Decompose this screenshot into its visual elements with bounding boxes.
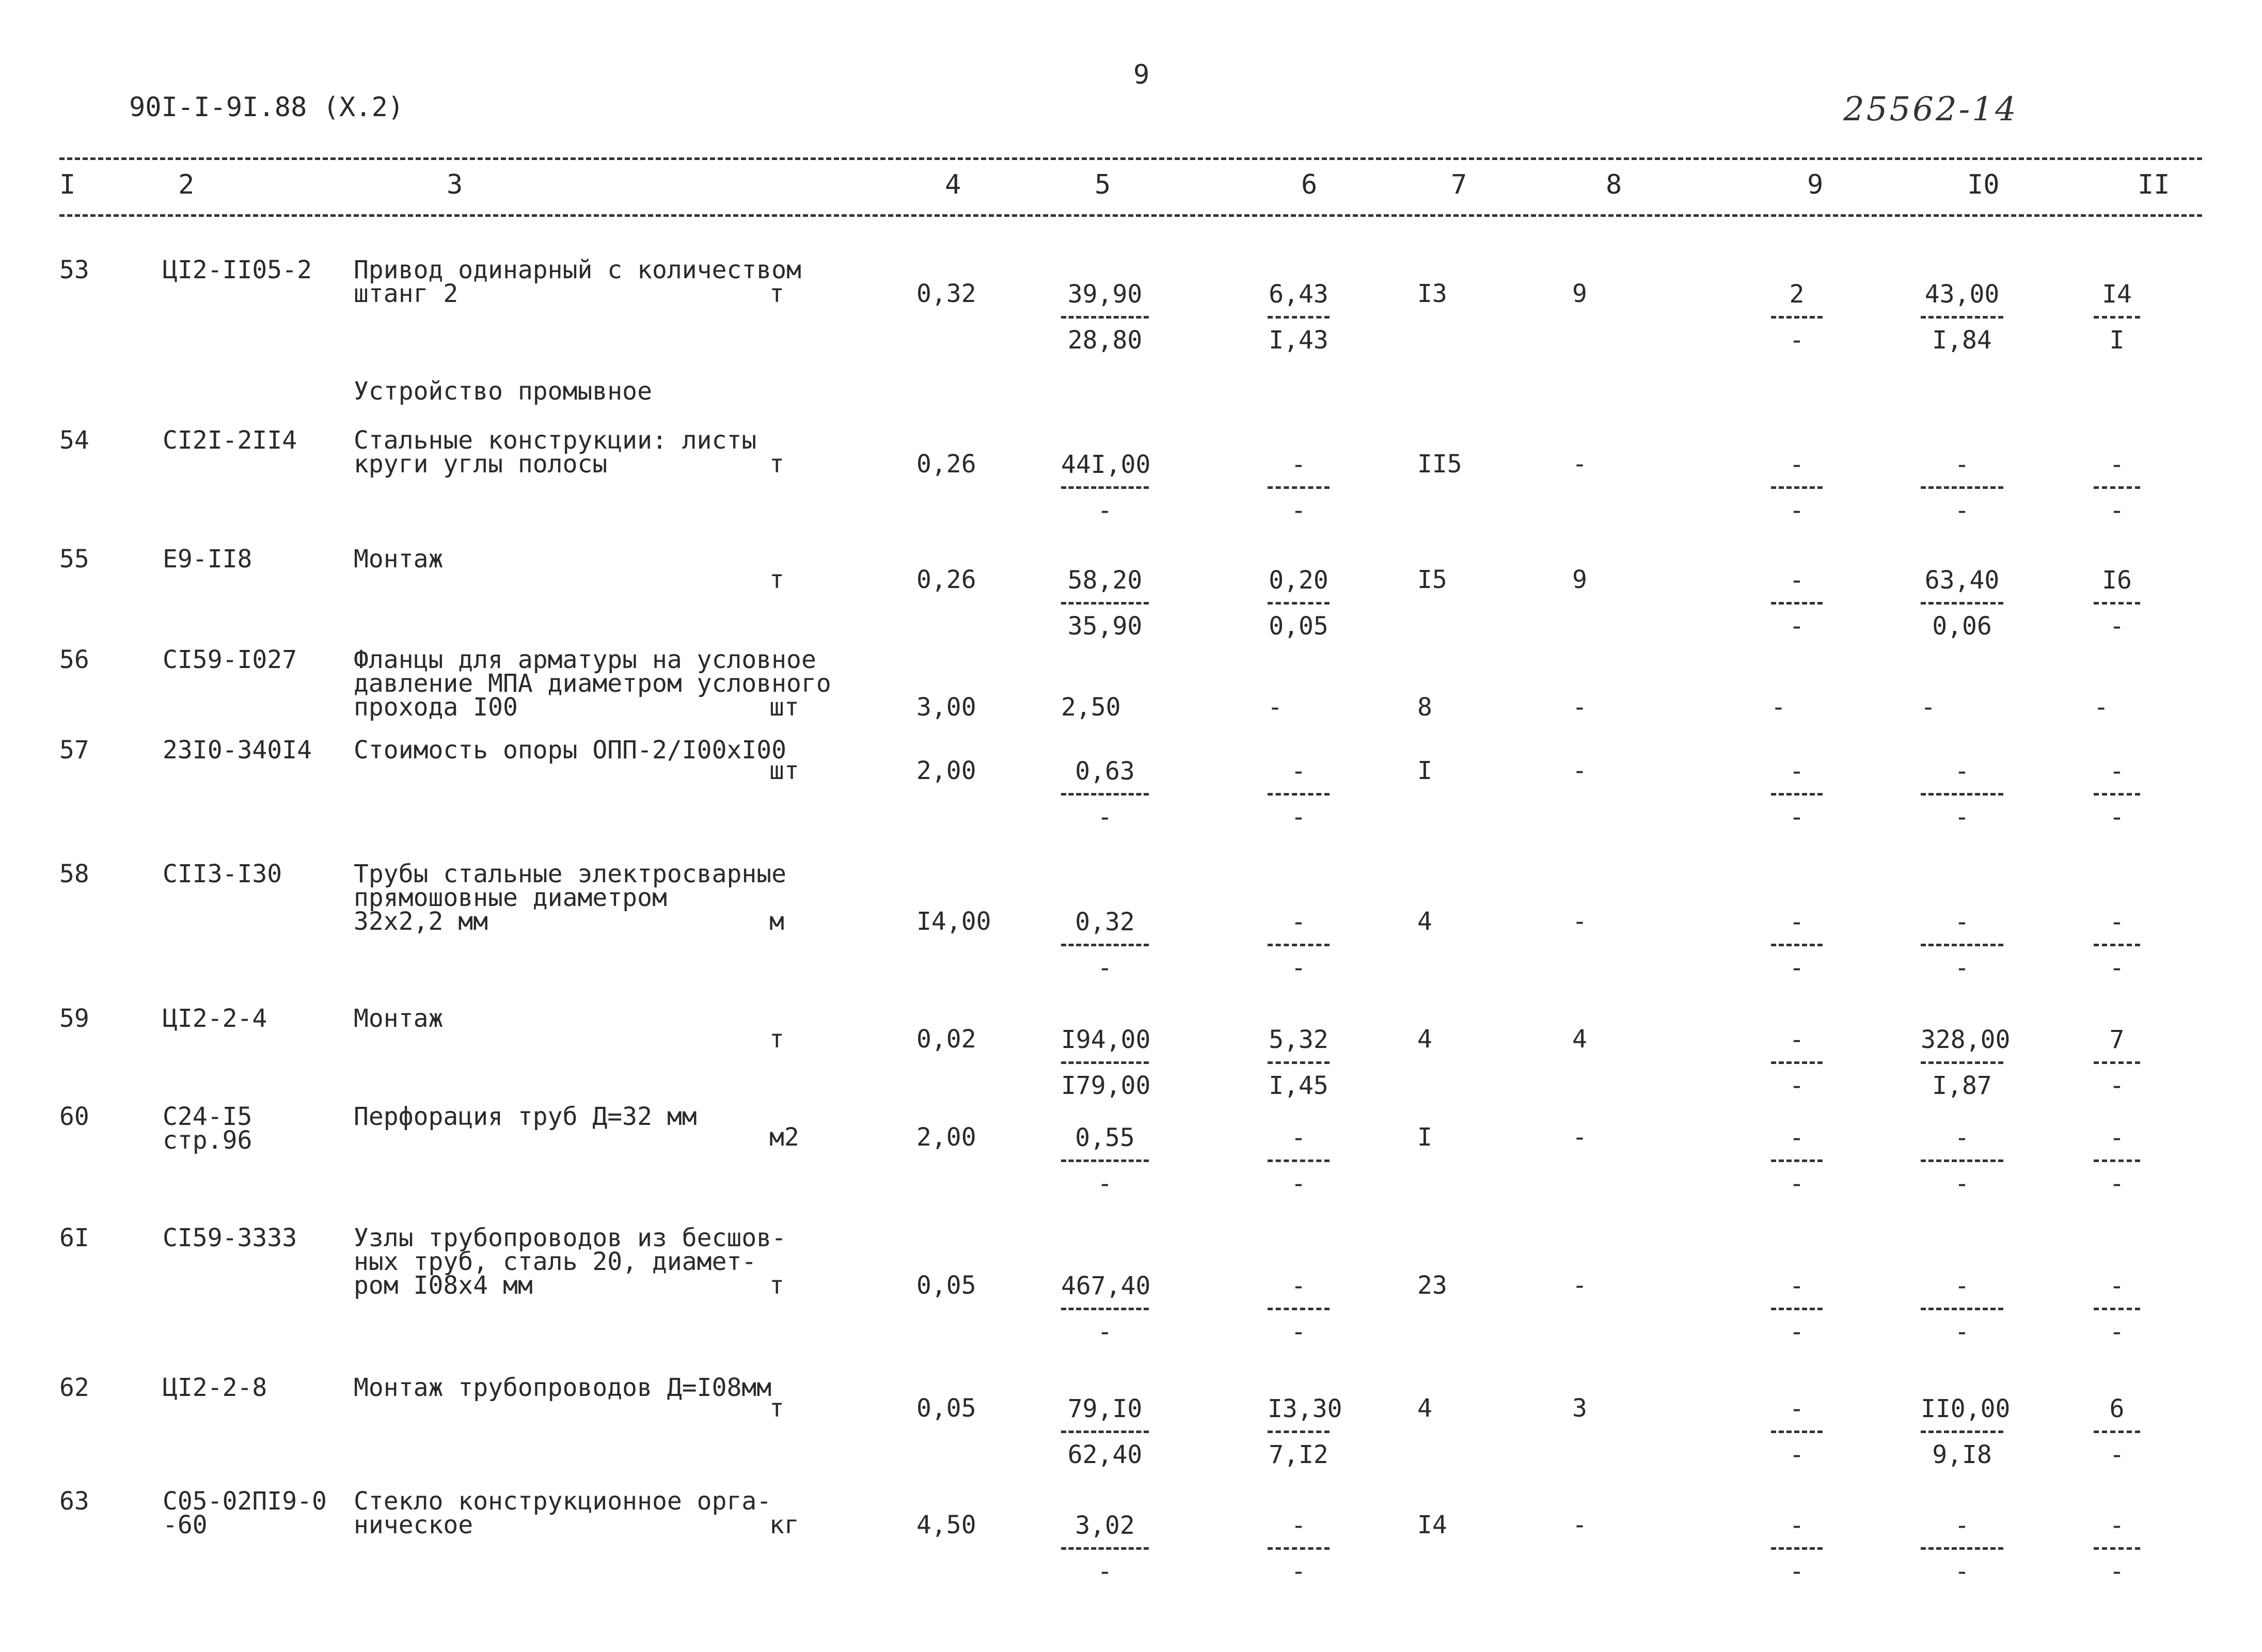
row-quantity: 0,05 <box>916 1271 976 1300</box>
col-5-subvalue: - <box>1097 954 1113 982</box>
col-9-value: - <box>1789 1394 1805 1423</box>
fraction-bar <box>2094 486 2140 489</box>
col-9-value: - <box>1771 693 1786 722</box>
col-7-value: 8 <box>1417 693 1432 722</box>
col-5-fraction <box>1061 568 1149 639</box>
col-8-value: - <box>1572 1511 1587 1539</box>
col-11-fraction <box>2094 759 2140 830</box>
col-5-subvalue: - <box>1097 1317 1113 1346</box>
col-11-value: - <box>2109 450 2125 479</box>
col-10-fraction <box>1921 759 2003 830</box>
fraction-bar <box>1921 602 2003 605</box>
col-6-value: - <box>1268 693 1283 722</box>
row-quantity: 3,00 <box>916 693 976 722</box>
col-10-fraction <box>1921 1274 2003 1344</box>
col-5-fraction <box>1061 452 1149 523</box>
col-6-subvalue: I,45 <box>1269 1071 1328 1100</box>
col-8-value: - <box>1572 1271 1587 1300</box>
column-header-4: 4 <box>945 169 961 200</box>
col-6-subvalue: 7,I2 <box>1269 1440 1328 1469</box>
row-description: Узлы трубопроводов из бесшов- ных труб, сталь 20, диамет- ром I08х4 мм <box>354 1224 787 1300</box>
col-10-subvalue: I,84 <box>1932 326 1992 355</box>
col-9-value: - <box>1789 1025 1805 1054</box>
col-6-value: - <box>1291 757 1306 786</box>
col-9-fraction <box>1771 282 1823 353</box>
col-10-subvalue: - <box>1954 496 1970 525</box>
col-11-subvalue: - <box>2109 1317 2125 1346</box>
fraction-bar <box>1921 1061 2003 1064</box>
col-8-value: - <box>1572 1123 1587 1152</box>
sheet-number: 25562-14 <box>1843 90 2018 129</box>
col-7-value: I <box>1417 756 1432 785</box>
row-quantity: 2,00 <box>916 756 976 785</box>
col-6-value: 0,20 <box>1269 566 1328 595</box>
col-5-value: 58,20 <box>1067 566 1143 595</box>
fraction-bar <box>1268 1308 1330 1310</box>
row-number: 63 <box>59 1487 89 1516</box>
col-11-fraction <box>2094 1274 2140 1344</box>
col-6-subvalue: I,43 <box>1269 326 1328 355</box>
col-5-value: 44I,00 <box>1061 450 1151 479</box>
col-5-subvalue: 28,80 <box>1067 326 1143 355</box>
col-9-value: - <box>1789 566 1805 595</box>
column-header-8: 8 <box>1606 169 1622 200</box>
col-10-value: - <box>1954 1511 1970 1540</box>
row-number: 58 <box>59 860 89 888</box>
col-11-fraction <box>2094 910 2140 980</box>
col-11-subvalue: I <box>2109 326 2125 355</box>
col-11-subvalue: - <box>2109 1071 2125 1100</box>
col-11-value: - <box>2094 693 2109 722</box>
col-9-subvalue: - <box>1789 1317 1805 1346</box>
col-9-subvalue: - <box>1789 1169 1805 1198</box>
fraction-bar <box>1771 1547 1823 1550</box>
col-9-subvalue: - <box>1789 803 1805 832</box>
row-unit: т <box>769 1025 784 1054</box>
col-11-fraction <box>2094 1396 2140 1467</box>
col-10-subvalue: 9,I8 <box>1932 1440 1992 1469</box>
row-description: Монтаж трубопроводов Д=I08мм <box>354 1373 772 1402</box>
col-10-subvalue: 0,06 <box>1932 612 1992 641</box>
row-code: CI2I-2II4 <box>163 426 297 455</box>
fraction-bar <box>1921 944 2003 946</box>
row-description: Трубы стальные электросварные прямошовные диаметром 32х2,2 мм <box>354 860 787 936</box>
col-9-subvalue: - <box>1789 496 1805 525</box>
col-10-value: - <box>1954 757 1970 786</box>
col-10-subvalue: I,87 <box>1932 1071 1992 1100</box>
row-quantity: 0,26 <box>916 450 976 479</box>
col-10-subvalue: - <box>1954 1317 1970 1346</box>
col-10-fraction <box>1921 1394 2011 1469</box>
col-11-value: - <box>2109 1272 2125 1300</box>
col-10-fraction <box>1921 1125 2003 1196</box>
row-unit: т <box>769 279 784 308</box>
column-header-6: 6 <box>1301 169 1318 200</box>
col-7-value: 4 <box>1417 1394 1432 1423</box>
row-description: Фланцы для арматуры на условное давление МПА диаметром условного прохода I00 <box>354 645 831 722</box>
col-11-subvalue: - <box>2109 1557 2125 1586</box>
header-top-rule <box>59 157 2202 160</box>
fraction-bar <box>1921 486 2003 489</box>
fraction-bar <box>1268 1431 1330 1433</box>
col-9-value: - <box>1789 908 1805 936</box>
col-6-subvalue: - <box>1291 496 1306 525</box>
row-number: 62 <box>59 1373 89 1402</box>
column-header-9: 9 <box>1807 169 1824 200</box>
col-7-value: 4 <box>1417 907 1432 936</box>
col-5-value: 3,02 <box>1075 1511 1135 1540</box>
col-6-fraction <box>1268 1394 1342 1469</box>
row-quantity: I4,00 <box>916 907 991 936</box>
fraction-bar <box>1061 1159 1149 1162</box>
fraction-bar <box>1268 486 1330 489</box>
col-10-subvalue: - <box>1954 1557 1970 1586</box>
col-7-value: 23 <box>1417 1271 1447 1300</box>
column-header-2: 2 <box>178 169 195 200</box>
row-number: 57 <box>59 736 89 765</box>
col-10-value: 43,00 <box>1924 280 2000 309</box>
column-header-1: I <box>59 169 76 200</box>
row-number: 6I <box>59 1224 89 1252</box>
col-10-value: - <box>1954 1123 1970 1152</box>
col-6-fraction <box>1268 282 1330 353</box>
col-5-subvalue: 35,90 <box>1067 612 1143 641</box>
row-code: C05-02ПI9-0 -60 <box>163 1487 327 1539</box>
row-code: CII3-I30 <box>163 860 282 888</box>
col-9-subvalue: - <box>1789 954 1805 982</box>
col-10-subvalue: - <box>1954 1169 1970 1198</box>
column-header-10: I0 <box>1967 169 2000 200</box>
col-6-subvalue: - <box>1291 954 1306 982</box>
col-11-fraction <box>2094 1513 2140 1584</box>
fraction-bar <box>2094 944 2140 946</box>
col-11-subvalue: - <box>2109 803 2125 832</box>
col-10-value: - <box>1954 450 1970 479</box>
col-9-fraction <box>1771 1274 1823 1344</box>
column-header-5: 5 <box>1095 169 1111 200</box>
col-5-fraction <box>1061 1396 1149 1467</box>
col-10-fraction <box>1921 452 2003 523</box>
col-10-value: 63,40 <box>1924 566 2000 595</box>
section-heading: Устройство промывное <box>354 377 652 406</box>
fraction-bar <box>1771 793 1823 796</box>
col-8-value: - <box>1572 450 1587 479</box>
fraction-bar <box>1921 1547 2003 1550</box>
col-10-fraction <box>1921 282 2003 353</box>
col-6-fraction <box>1268 759 1330 830</box>
col-6-subvalue: - <box>1291 1557 1306 1586</box>
fraction-bar <box>2094 793 2140 796</box>
col-6-subvalue: 0,05 <box>1269 612 1328 641</box>
col-9-fraction <box>1771 452 1823 523</box>
col-11-subvalue: - <box>2109 496 2125 525</box>
col-10-fraction <box>1921 568 2003 639</box>
row-code: ЦI2-2-8 <box>163 1373 267 1402</box>
col-6-fraction <box>1268 1513 1330 1584</box>
row-unit: м <box>769 907 784 936</box>
fraction-bar <box>1061 1308 1149 1310</box>
col-6-value: - <box>1291 1272 1306 1300</box>
col-11-fraction <box>2094 282 2140 353</box>
col-5-fraction <box>1061 1513 1149 1584</box>
fraction-bar <box>1061 1547 1149 1550</box>
col-5-subvalue: - <box>1097 496 1113 525</box>
fraction-bar <box>1921 1431 2003 1433</box>
col-7-value: I5 <box>1417 565 1447 594</box>
col-9-fraction <box>1771 759 1823 830</box>
row-code: C24-I5 стр.96 <box>163 1102 252 1155</box>
fraction-bar <box>1061 793 1149 796</box>
row-unit: т <box>769 450 784 479</box>
fraction-bar <box>1268 602 1330 605</box>
col-9-subvalue: - <box>1789 326 1805 355</box>
row-code: ЦI2-II05-2 <box>163 256 312 284</box>
col-7-value: I4 <box>1417 1511 1447 1539</box>
header-bottom-rule <box>59 214 2202 217</box>
fraction-bar <box>1921 793 2003 796</box>
col-6-fraction <box>1268 1274 1330 1344</box>
fraction-bar <box>1771 944 1823 946</box>
column-header-7: 7 <box>1451 169 1467 200</box>
col-11-value: 6 <box>2109 1394 2125 1423</box>
col-9-subvalue: - <box>1789 1071 1805 1100</box>
col-10-value: - <box>1954 908 1970 936</box>
fraction-bar <box>2094 1547 2140 1550</box>
col-5-value: 2,50 <box>1061 693 1121 722</box>
row-quantity: 0,02 <box>916 1025 976 1054</box>
col-5-subvalue: - <box>1097 1557 1113 1586</box>
fraction-bar <box>1061 316 1149 319</box>
row-quantity: 4,50 <box>916 1511 976 1539</box>
fraction-bar <box>1268 1547 1330 1550</box>
row-description: Стоимость опоры ОПП-2/I00хI00 <box>354 736 787 765</box>
fraction-bar <box>1061 602 1149 605</box>
row-unit: шт <box>769 693 799 722</box>
col-8-value: 3 <box>1572 1394 1587 1423</box>
col-11-value: - <box>2109 908 2125 936</box>
fraction-bar <box>2094 316 2140 319</box>
fraction-bar <box>1268 1159 1330 1162</box>
row-description: Привод одинарный с количеством штанг 2 <box>354 256 801 308</box>
column-header-11: II <box>2138 169 2170 200</box>
fraction-bar <box>1771 1431 1823 1433</box>
row-number: 55 <box>59 545 89 574</box>
fraction-bar <box>1268 1061 1330 1064</box>
fraction-bar <box>1061 944 1149 946</box>
col-5-subvalue: 62,40 <box>1067 1440 1143 1469</box>
col-9-fraction <box>1771 910 1823 980</box>
row-quantity: 0,26 <box>916 565 976 594</box>
fraction-bar <box>1771 1159 1823 1162</box>
fraction-bar <box>1921 316 2003 319</box>
col-5-value: 0,55 <box>1075 1123 1135 1152</box>
fraction-bar <box>1268 316 1330 319</box>
row-unit: кг <box>769 1511 799 1539</box>
fraction-bar <box>1771 316 1823 319</box>
row-quantity: 0,05 <box>916 1394 976 1423</box>
row-number: 59 <box>59 1004 89 1033</box>
col-9-value: 2 <box>1789 280 1805 309</box>
col-5-value: I94,00 <box>1061 1025 1151 1054</box>
document-code: 90I-I-9I.88 (X.2) <box>129 92 404 123</box>
col-10-subvalue: - <box>1954 803 1970 832</box>
row-quantity: 0,32 <box>916 279 976 308</box>
row-code: CI59-3333 <box>163 1224 297 1252</box>
row-description: Стальные конструкции: листы круги углы полосы <box>354 426 757 479</box>
fraction-bar <box>2094 1308 2140 1310</box>
col-11-value: I4 <box>2102 280 2132 309</box>
col-9-fraction <box>1771 568 1823 639</box>
fraction-bar <box>1268 793 1330 796</box>
fraction-bar <box>1921 1159 2003 1162</box>
col-9-value: - <box>1789 1272 1805 1300</box>
col-5-value: 0,63 <box>1075 757 1135 786</box>
col-6-value: I3,30 <box>1268 1394 1342 1423</box>
fraction-bar <box>2094 1159 2140 1162</box>
fraction-bar <box>1268 944 1330 946</box>
page-number: 9 <box>1133 59 1150 90</box>
row-number: 53 <box>59 256 89 284</box>
col-10-value: II0,00 <box>1921 1394 2011 1423</box>
col-6-value: - <box>1291 1123 1306 1152</box>
col-6-fraction <box>1268 910 1330 980</box>
col-9-subvalue: - <box>1789 612 1805 641</box>
row-code: ЦI2-2-4 <box>163 1004 267 1033</box>
row-description: Монтаж <box>354 1004 444 1033</box>
col-9-subvalue: - <box>1789 1440 1805 1469</box>
col-11-fraction <box>2094 452 2140 523</box>
col-5-value: 39,90 <box>1067 280 1143 309</box>
col-6-value: - <box>1291 450 1306 479</box>
col-6-fraction <box>1268 452 1330 523</box>
col-11-value: - <box>2109 1123 2125 1152</box>
col-5-fraction <box>1061 1274 1149 1344</box>
col-6-subvalue: - <box>1291 1317 1306 1346</box>
row-unit: шт <box>769 756 799 785</box>
row-number: 60 <box>59 1102 89 1131</box>
fraction-bar <box>1771 1061 1823 1064</box>
col-9-value: - <box>1789 757 1805 786</box>
fraction-bar <box>2094 602 2140 605</box>
row-number: 54 <box>59 426 89 455</box>
fraction-bar <box>1061 486 1149 489</box>
col-11-value: I6 <box>2102 566 2132 595</box>
col-5-fraction <box>1061 1125 1149 1196</box>
row-unit: т <box>769 1271 784 1300</box>
col-6-value: - <box>1291 908 1306 936</box>
col-9-subvalue: - <box>1789 1557 1805 1586</box>
col-10-fraction <box>1921 910 2003 980</box>
row-unit: м2 <box>769 1123 799 1152</box>
col-11-value: - <box>2109 1511 2125 1540</box>
fraction-bar <box>1061 1431 1149 1433</box>
row-code: CI59-I027 <box>163 645 297 674</box>
column-header-3: 3 <box>447 169 463 200</box>
col-5-subvalue: - <box>1097 803 1113 832</box>
col-9-value: - <box>1789 450 1805 479</box>
col-5-value: 0,32 <box>1075 908 1135 936</box>
col-5-fraction <box>1061 910 1149 980</box>
col-10-value: - <box>1921 693 1936 722</box>
col-10-fraction <box>1921 1025 2011 1100</box>
fraction-bar <box>1771 486 1823 489</box>
col-5-fraction <box>1061 1027 1149 1098</box>
col-11-subvalue: - <box>2109 612 2125 641</box>
col-11-subvalue: - <box>2109 1169 2125 1198</box>
col-8-value: 9 <box>1572 565 1587 594</box>
col-9-fraction <box>1771 1125 1823 1196</box>
col-8-value: - <box>1572 907 1587 936</box>
row-number: 56 <box>59 645 89 674</box>
col-10-subvalue: - <box>1954 954 1970 982</box>
fraction-bar <box>1771 1308 1823 1310</box>
row-description: Монтаж <box>354 545 444 574</box>
col-9-value: - <box>1789 1123 1805 1152</box>
col-6-value: 5,32 <box>1269 1025 1328 1054</box>
col-11-subvalue: - <box>2109 1440 2125 1469</box>
col-8-value: - <box>1572 756 1587 785</box>
row-code: 23I0-340I4 <box>163 736 312 765</box>
col-5-value: 79,I0 <box>1067 1394 1143 1423</box>
col-11-value: 7 <box>2109 1025 2125 1054</box>
col-7-value: II5 <box>1417 450 1462 479</box>
col-8-value: 9 <box>1572 279 1587 308</box>
col-5-subvalue: I79,00 <box>1061 1071 1151 1100</box>
col-9-value: - <box>1789 1511 1805 1540</box>
col-9-fraction <box>1771 1396 1823 1467</box>
col-11-subvalue: - <box>2109 954 2125 982</box>
col-5-fraction <box>1061 759 1149 830</box>
col-10-value: 328,00 <box>1921 1025 2011 1054</box>
col-6-subvalue: - <box>1291 1169 1306 1198</box>
col-6-fraction <box>1268 1125 1330 1196</box>
col-7-value: I <box>1417 1123 1432 1152</box>
row-code: E9-II8 <box>163 545 252 574</box>
col-11-value: - <box>2109 757 2125 786</box>
col-6-fraction <box>1268 1027 1330 1098</box>
row-unit: т <box>769 1394 784 1423</box>
col-5-fraction <box>1061 282 1149 353</box>
col-11-fraction <box>2094 1027 2140 1098</box>
row-description: Перфорация труб Д=32 мм <box>354 1102 697 1131</box>
col-10-fraction <box>1921 1513 2003 1584</box>
col-6-value: 6,43 <box>1269 280 1328 309</box>
row-description: Стекло конструкционное орга- ническое <box>354 1487 772 1539</box>
col-6-value: - <box>1291 1511 1306 1540</box>
col-8-value: 4 <box>1572 1025 1587 1054</box>
col-8-value: - <box>1572 693 1587 722</box>
col-10-value: - <box>1954 1272 1970 1300</box>
col-9-fraction <box>1771 1513 1823 1584</box>
row-unit: т <box>769 565 784 594</box>
col-5-value: 467,40 <box>1061 1272 1151 1300</box>
col-7-value: I3 <box>1417 279 1447 308</box>
col-11-fraction <box>2094 568 2140 639</box>
col-11-fraction <box>2094 1125 2140 1196</box>
col-6-subvalue: - <box>1291 803 1306 832</box>
fraction-bar <box>2094 1431 2140 1433</box>
fraction-bar <box>2094 1061 2140 1064</box>
fraction-bar <box>1921 1308 2003 1310</box>
row-quantity: 2,00 <box>916 1123 976 1152</box>
col-9-fraction <box>1771 1027 1823 1098</box>
col-6-fraction <box>1268 568 1330 639</box>
fraction-bar <box>1771 602 1823 605</box>
col-5-subvalue: - <box>1097 1169 1113 1198</box>
col-7-value: 4 <box>1417 1025 1432 1054</box>
fraction-bar <box>1061 1061 1149 1064</box>
